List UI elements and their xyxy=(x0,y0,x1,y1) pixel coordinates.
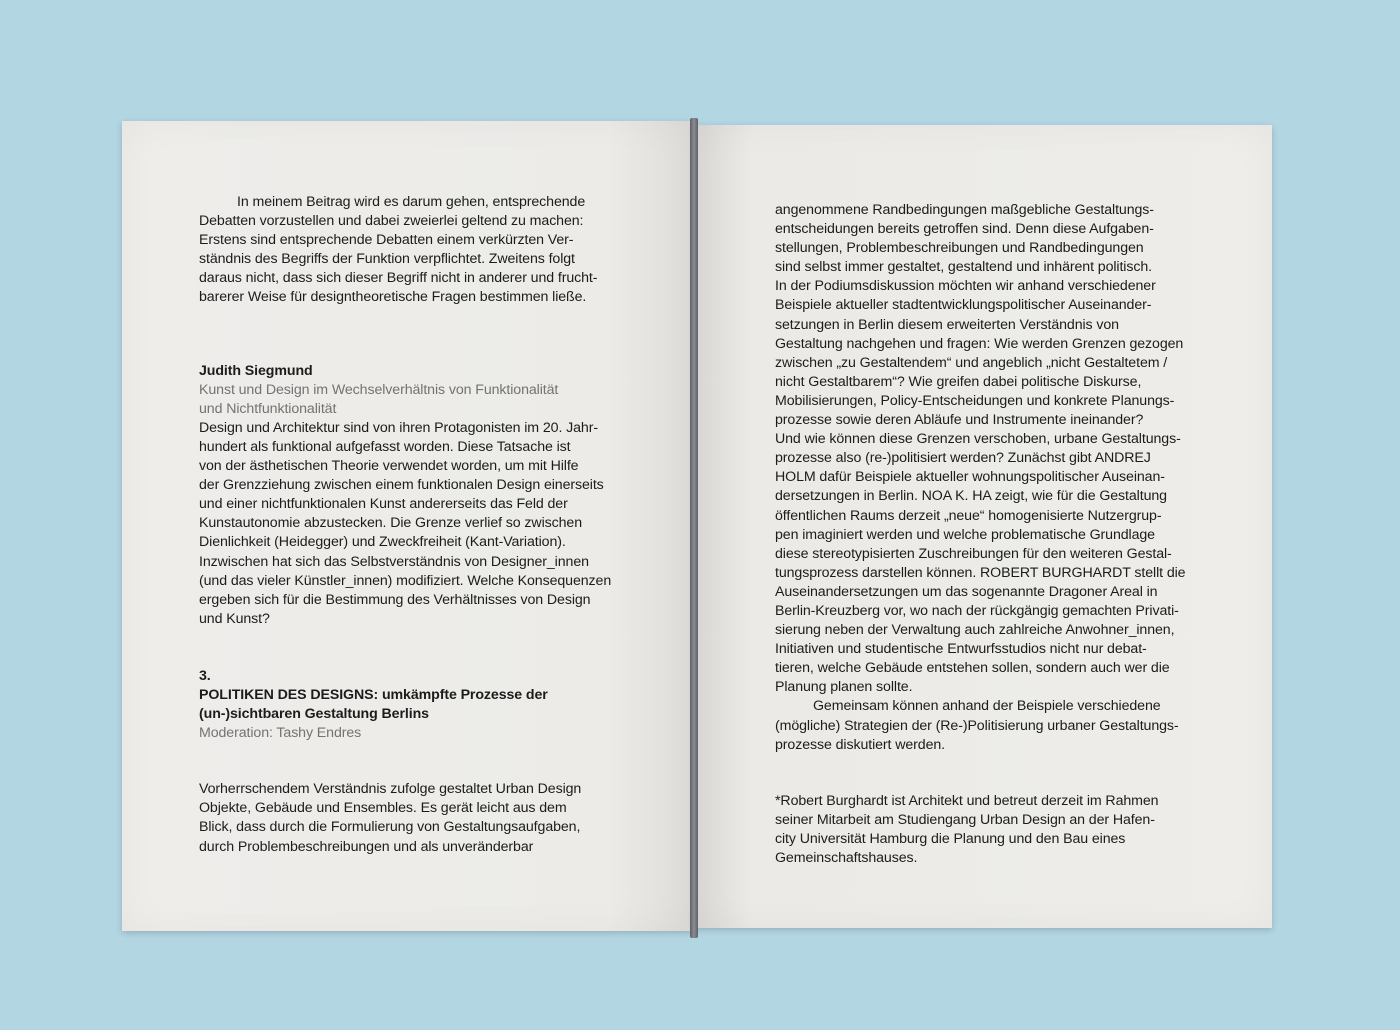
text-line: pen imaginiert werden und welche problematische Grundlage xyxy=(775,526,1155,543)
text-line: Debatten vorzustellen und dabei zweierlei geltend zu machen: xyxy=(199,213,584,230)
text-line: diese stereotypisierten Zuschreibungen für den weiteren Gestal- xyxy=(775,545,1172,562)
text-line: daraus nicht, dass sich dieser Begriff nicht in anderer und frucht- xyxy=(199,270,598,287)
text-line: angenommene Randbedingungen maßgebliche Gestaltungs- xyxy=(775,202,1154,218)
text-line: und Kunst? xyxy=(199,610,270,627)
footnote-line: Gemeinschaftshauses. xyxy=(775,850,918,866)
text-line: setzungen in Berlin diesem erweiterten Verständnis von xyxy=(775,316,1119,333)
text-line: sind selbst immer gestaltet, gestaltend und inhärent politisch. xyxy=(775,259,1152,276)
text-line: durch Problembeschreibungen und als unveränderbar xyxy=(199,838,534,855)
text-line: ständnis des Begriffs der Funktion verpflichtet. Zweitens folgt xyxy=(199,251,575,268)
text-line: Auseinandersetzungen um das sogenannte Dragoner Areal in xyxy=(775,583,1158,600)
text-line: sierung neben der Verwaltung auch zahlreiche Anwohner_innen, xyxy=(775,622,1175,639)
text-line: von der ästhetischen Theorie verwendet worden, um mit Hilfe xyxy=(199,458,579,475)
text-line: prozesse diskutiert werden. xyxy=(775,736,945,753)
text-line: prozesse also (re-)politisiert werden? Zunächst gibt ANDREJ xyxy=(775,450,1151,467)
intro-paragraph xyxy=(199,193,659,308)
contribution-siegmund xyxy=(199,362,659,629)
text-line: barerer Weise für designtheoretische Fragen bestimmen ließe. xyxy=(199,289,587,306)
text-line: ergeben sich für die Bestimmung des Verhältnisses von Design xyxy=(199,591,591,608)
footnote-line: seiner Mitarbeit am Studiengang Urban Design an der Hafen- xyxy=(775,811,1155,828)
author-name: Judith Siegmund xyxy=(199,362,313,379)
text-line: dersetzungen in Berlin. NOA K. HA zeigt, wie für die Gestaltung xyxy=(775,488,1167,505)
text-line: zwischen „zu Gestaltendem“ und angeblich „nicht Gestaltetem / xyxy=(775,354,1168,371)
text-line: Kunstautonomie abzustecken. Die Grenze verlief so zwischen xyxy=(199,515,582,532)
text-line: In meinem Beitrag wird es darum gehen, entsprechende xyxy=(237,194,586,210)
text-line: HOLM dafür Beispiele aktueller wohnungspolitischer Auseinan- xyxy=(775,469,1165,486)
section-3-continued xyxy=(775,201,1245,697)
text-line: (mögliche) Strategien der (Re-)Politisierung urbaner Gestaltungs- xyxy=(775,717,1179,734)
section-title: (un-)sichtbaren Gestaltung Berlins xyxy=(199,706,429,723)
booklet-spine xyxy=(690,118,698,938)
section-title: POLITIKEN DES DESIGNS: umkämpfte Prozesse der xyxy=(199,686,548,703)
text-line: Und wie können diese Grenzen verschoben, urbane Gestaltungs- xyxy=(775,431,1181,448)
text-line: stellungen, Problembeschreibungen und Randbedingungen xyxy=(775,240,1144,257)
text-line: Gestaltung nachgehen und fragen: Wie werden Grenzen gezogen xyxy=(775,335,1184,352)
text-line: Inzwischen hat sich das Selbstverständnis von Designer_innen xyxy=(199,553,589,570)
text-line: nicht Gestaltbarem“? Wie greifen dabei politische Diskurse, xyxy=(775,373,1142,390)
text-line: hundert als funktional aufgefasst worden. Diese Tatsache ist xyxy=(199,438,571,455)
text-line: prozesse sowie deren Abläufe und Instrumente ineinander? xyxy=(775,412,1144,429)
footnote-line: *Robert Burghardt ist Architekt und betreut derzeit im Rahmen xyxy=(775,792,1159,809)
talk-subtitle: Kunst und Design im Wechselverhältnis von Funktionalität xyxy=(199,381,559,398)
text-line: Vorherrschendem Verständnis zufolge gestaltet Urban Design xyxy=(199,781,582,798)
talk-subtitle: und Nichtfunktionalität xyxy=(199,400,337,417)
text-line: und einer nichtfunktionalen Kunst andererseits das Feld der xyxy=(199,496,568,513)
section-3 xyxy=(199,667,659,857)
closing-paragraph xyxy=(775,697,1245,754)
right-page-text xyxy=(775,201,1245,868)
text-line: Planung planen sollte. xyxy=(775,679,913,696)
text-line: entscheidungen bereits getroffen sind. Denn diese Aufgaben- xyxy=(775,221,1154,238)
text-line: Erstens sind entsprechende Debatten einem verkürzten Ver- xyxy=(199,232,574,249)
text-line: Mobilisierungen, Policy-Entscheidungen und konkrete Planungs- xyxy=(775,392,1175,409)
text-line: Dienlichkeit (Heidegger) und Zweckfreiheit (Kant-Variation). xyxy=(199,534,566,551)
text-line: der Grenzziehung zwischen einem funktionalen Design einerseits xyxy=(199,477,604,494)
moderation-credit: Moderation: Tashy Endres xyxy=(199,725,362,742)
text-line: tieren, welche Gebäude entstehen sollen, sondern auch wer die xyxy=(775,660,1170,677)
footnote xyxy=(775,792,1245,868)
text-line: Blick, dass durch die Formulierung von Gestaltungsaufgaben, xyxy=(199,819,581,836)
footnote-line: city Universität Hamburg die Planung und den Bau eines xyxy=(775,830,1126,847)
text-line: In der Podiumsdiskussion möchten wir anhand verschiedener xyxy=(775,278,1156,295)
text-line: (und das vieler Künstler_innen) modifiziert. Welche Konsequenzen xyxy=(199,572,612,589)
text-line: Objekte, Gebäude und Ensembles. Es gerät leicht aus dem xyxy=(199,800,567,817)
text-line: Gemeinsam können anhand der Beispiele verschiedene xyxy=(813,698,1161,715)
text-line: Initiativen und studentische Entwurfsstudios nicht nur debat- xyxy=(775,641,1147,658)
left-page-text xyxy=(199,193,659,857)
text-line: öffentlichen Raums derzeit „neue“ homogenisierte Nutzergrup- xyxy=(775,507,1162,524)
text-line: tungsprozess darstellen können. ROBERT BURGHARDT stellt die xyxy=(775,564,1186,581)
text-line: Beispiele aktueller stadtentwicklungspolitischer Auseinander- xyxy=(775,297,1152,314)
text-line: Berlin-Kreuzberg vor, wo nach der rückgängig gemachten Privati- xyxy=(775,602,1179,619)
section-number: 3. xyxy=(199,667,211,684)
text-line: Design und Architektur sind von ihren Protagonisten im 20. Jahr- xyxy=(199,419,598,436)
